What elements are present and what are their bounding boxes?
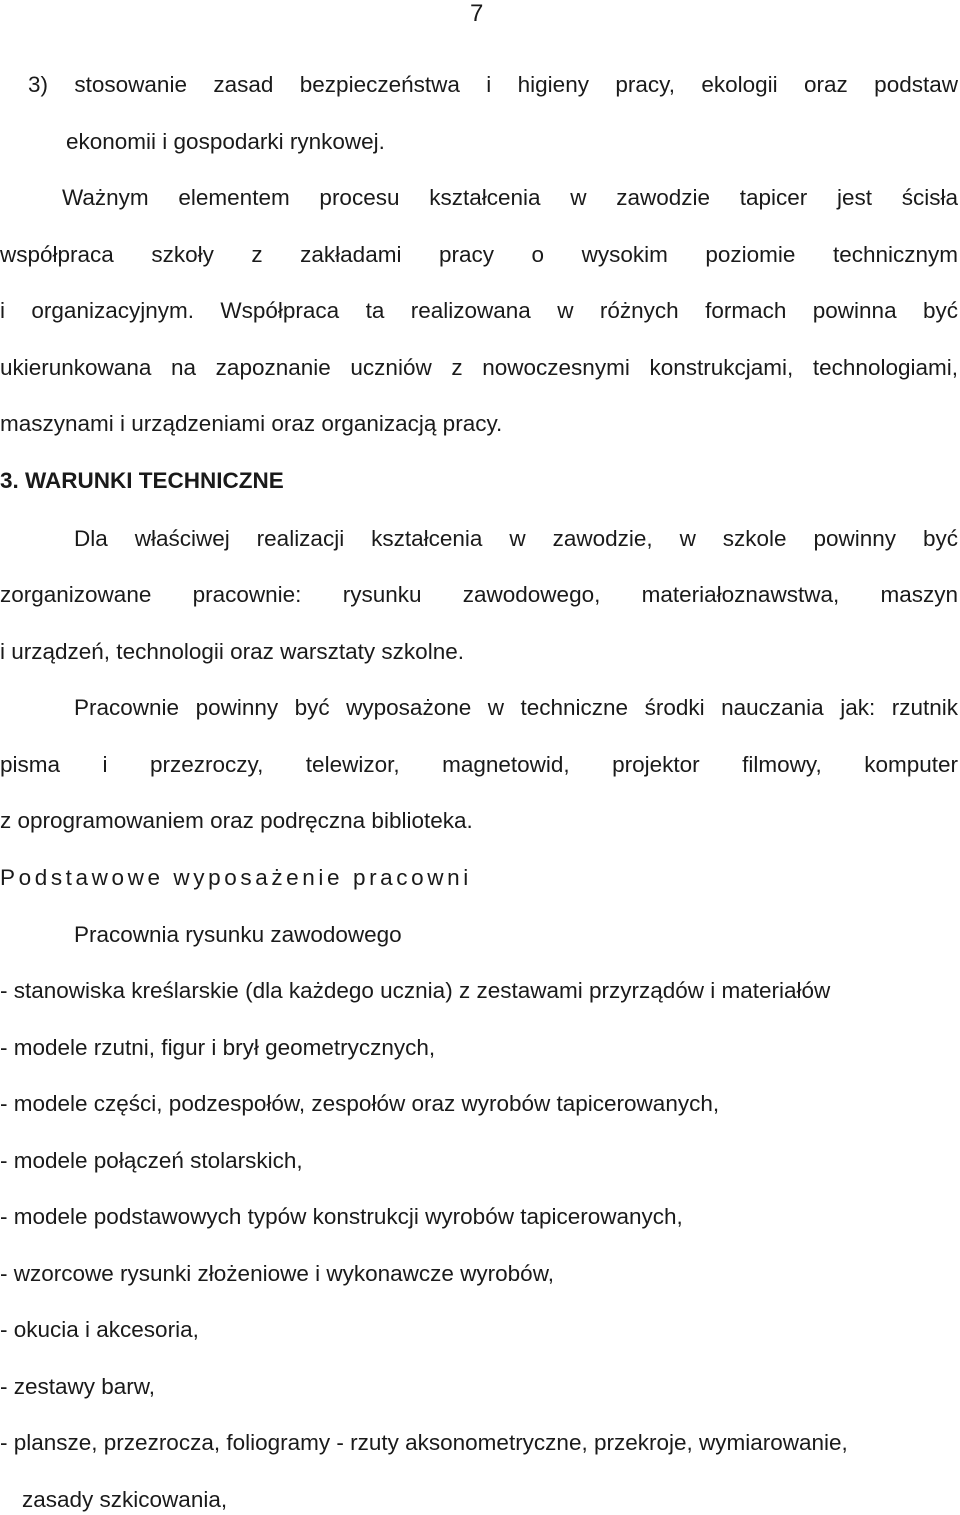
equipment-list-item-continuation: zasady szkicowania, <box>22 1487 228 1512</box>
paragraph-1-line-1: Ważnym elementem procesu kształcenia w zawodzie tapicer jest ścisła <box>62 185 958 210</box>
paragraph-2-line-3: i urządzeń, technologii oraz warsztaty szkolne. <box>0 639 464 664</box>
page-number: 7 <box>470 0 484 27</box>
paragraph-3-line-3: z oprogramowaniem oraz podręczna biblioteka. <box>0 808 473 833</box>
paragraph-1-line-3: i organizacyjnym. Współpraca ta realizowana w różnych formach powinna być <box>0 298 958 323</box>
paragraph-1-line-5: maszynami i urządzeniami oraz organizacją pracy. <box>0 411 503 436</box>
paragraph-3-line-1: Pracownie powinny być wyposażone w techniczne środki nauczania jak: rzutnik <box>74 695 958 720</box>
list-item-3-line-1: 3) stosowanie zasad bezpieczeństwa i higieny pracy, ekologii oraz podstaw <box>28 72 958 97</box>
equipment-list-item: - zestawy barw, <box>0 1374 156 1399</box>
equipment-heading: Podstawowe wyposażenie pracowni <box>0 865 472 890</box>
paragraph-2-line-1: Dla właściwej realizacji kształcenia w zawodzie, w szkole powinny być <box>74 526 958 551</box>
equipment-list-item: - plansze, przezrocza, foliogramy - rzuty aksonometryczne, przekroje, wymiarowanie, <box>0 1430 848 1455</box>
paragraph-3-line-2: pisma i przezroczy, telewizor, magnetowid, projektor filmowy, komputer <box>0 752 958 777</box>
paragraph-1-line-2: współpraca szkoły z zakładami pracy o wysokim poziomie technicznym <box>0 242 958 267</box>
equipment-list-item: - okucia i akcesoria, <box>0 1317 199 1342</box>
equipment-list-item: - modele połączeń stolarskich, <box>0 1148 303 1173</box>
paragraph-2-line-2: zorganizowane pracownie: rysunku zawodowego, materiałoznawstwa, maszyn <box>0 582 958 607</box>
equipment-list-item: - modele części, podzespołów, zespołów oraz wyrobów tapicerowanych, <box>0 1091 720 1116</box>
section-heading: 3. WARUNKI TECHNICZNE <box>0 468 284 493</box>
equipment-list-item: - modele podstawowych typów konstrukcji wyrobów tapicerowanych, <box>0 1204 683 1229</box>
equipment-list-item: - wzorcowe rysunki złożeniowe i wykonawcze wyrobów, <box>0 1261 554 1286</box>
paragraph-1-line-4: ukierunkowana na zapoznanie uczniów z nowoczesnymi konstrukcjami, technologiami, <box>0 355 958 380</box>
equipment-subheading: Pracownia rysunku zawodowego <box>74 922 402 947</box>
list-item-3-line-2: ekonomii i gospodarki rynkowej. <box>66 129 385 154</box>
equipment-list-item: - stanowiska kreślarskie (dla każdego ucznia) z zestawami przyrządów i materiałów <box>0 978 831 1003</box>
equipment-list-item: - modele rzutni, figur i brył geometrycznych, <box>0 1035 436 1060</box>
